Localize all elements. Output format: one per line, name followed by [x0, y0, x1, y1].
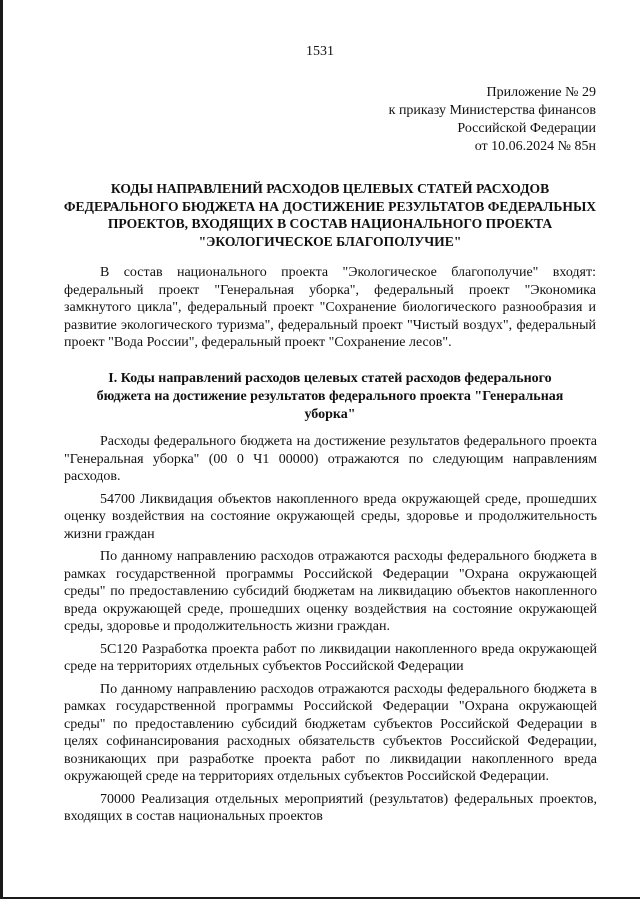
appendix-line-order: к приказу Министерства финансов [388, 103, 596, 118]
paragraph-code-54700-description: По данному направлению расходов отражаются расходы федерального бюджета в рамках государственной программы Российской Федерации "Охрана окружающей среды" по предоставлению субсидий бюджетам на ликвидацию объектов накопленного вреда окружающей среде, прошедших оценку воздействия на состояние окружающей среды, здоровье и продолжительность жизни граждан. [64, 549, 597, 634]
paragraph-code-70000: 70000 Реализация отдельных мероприятий (результатов) федеральных проектов, входящих в состав национальных проектов [64, 791, 597, 824]
appendix-line-number: Приложение № 29 [486, 85, 596, 100]
document-title: КОДЫ НАПРАВЛЕНИЙ РАСХОДОВ ЦЕЛЕВЫХ СТАТЕЙ РАСХОДОВ ФЕДЕРАЛЬНОГО БЮДЖЕТА НА ДОСТИЖЕНИЕ РЕЗУЛЬТАТОВ ФЕДЕРАЛЬНЫХ ПРОЕКТОВ, ВХОДЯЩИХ В СОСТАВ НАЦИОНАЛЬНОГО ПРОЕКТА "ЭКОЛОГИЧЕСКОЕ БЛАГОПОЛУЧИЕ" [63, 181, 597, 249]
appendix-block [389, 84, 596, 156]
paragraph-expenses-intro: Расходы федерального бюджета на достижение результатов федерального проекта "Генеральная уборка" (00 0 Ч1 00000) отражаются по следующим направлениям расходов. [64, 434, 597, 484]
paragraph-code-5c120-description: По данному направлению расходов отражаются расходы федерального бюджета в рамках государственной программы Российской Федерации "Охрана окружающей среды" по предоставлению субсидий бюджетам субъектов Российской Федерации в целях софинансирования расходных обязательств субъектов Российской Федерации, возникающих при разработке проекта работ по ликвидации накопленного вреда окружающей среде на территориях отдельных субъектов Российской Федерации. [64, 681, 597, 784]
paragraph-code-54700: 54700 Ликвидация объектов накопленного вреда окружающей среде, прошедших оценку воздействия на состояние окружающей среды, здоровье и продолжительность жизни граждан [64, 491, 597, 542]
appendix-line-date: от 10.06.2024 № 85н [474, 139, 596, 154]
section-body [64, 433, 597, 831]
page-left-edge [0, 0, 3, 899]
intro-paragraph: В состав национального проекта "Экологическое благополучие" входят: федеральный проект "Генеральная уборка", федеральный проект "Экономика замкнутого цикла", федеральный проект "Сохранение биологического разнообразия и развитие экологического туризма", федеральный проект "Чистый воздух", федеральный проект "Вода России", федеральный проект "Сохранение лесов". [64, 265, 596, 350]
section-title: I. Коды направлений расходов целевых статей расходов федерального бюджета на достижение результатов федерального проекта "Генеральная уборка" [96, 371, 564, 422]
appendix-line-federation: Российской Федерации [457, 121, 596, 136]
page-number: 1531 [306, 44, 334, 59]
paragraph-code-5c120: 5С120 Разработка проекта работ по ликвидации накопленного вреда окружающей среде на территориях отдельных субъектов Российской Федерации [64, 641, 597, 674]
